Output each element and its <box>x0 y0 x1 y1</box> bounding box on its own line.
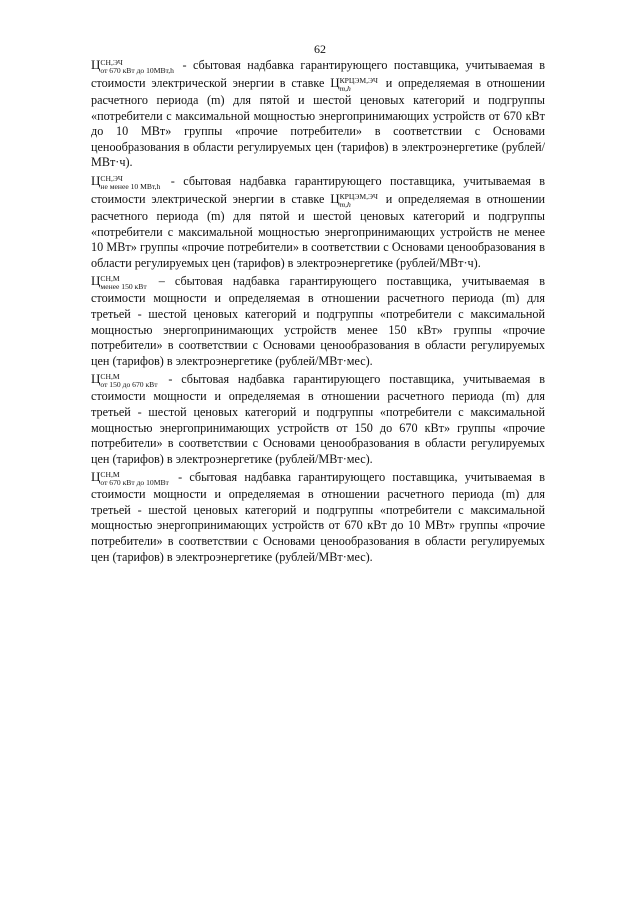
formula-subscript: от 670 кВт до 10МВт <box>100 478 169 488</box>
formula-superscript: СН,М <box>100 274 120 284</box>
paragraph-text: - сбытовая надбавка гарантирующего поставщика, учитываемая в стоимости электрической энергии в ставке <box>91 173 545 206</box>
formula-subscript: m,h <box>339 84 351 93</box>
formula-superscript: СН,М <box>100 372 120 382</box>
paragraph-text: - сбытовая надбавка гарантирующего поставщика, учитываемая в стоимости электрической энергии в ставке <box>91 58 545 90</box>
page-number: 62 <box>314 42 326 56</box>
paragraph-text: - сбытовая надбавка гарантирующего поставщика, учитываемая в стоимости мощности и определяемая в отношении расчетного периода (m) для третьей - шестой ценовых категорий и подгруппы «потребители с максимальной мощностью энергопринимающих устройств от 150 до 670 кВт» группы «прочие потребители» в соответствии с Основами ценообразования в области регулируемых цен (тарифов) в электроэнергетике (рублей/МВт·мес). <box>91 372 545 466</box>
formula-subscript: m,h <box>339 199 351 209</box>
formula-subscript: от 150 до 670 кВт <box>100 380 158 390</box>
paragraph-capacity-under-150kw <box>91 273 545 369</box>
paragraph-text-cont: и определяемая в отношении расчетного периода (m) для пятой и шестой ценовых категорий и подгруппы «потребители с максимальной мощностью энергопринимающих устройств не менее 10 МВт» группы «прочие потребители» в соответствии с Основами ценообразования в области регулируемых цен (тарифов) в электроэнергетике (рублей/МВт·ч). <box>91 191 545 270</box>
formula-superscript: СН,ЭЧ <box>100 173 123 183</box>
paragraph-text-cont: и определяемая в отношении расчетного периода (m) для пятой и шестой ценовых категорий и подгруппы «потребители с максимальной мощностью энергопринимающих устройств от 670 кВт до 10 МВт» группы «прочие потребители» в соответствии с Основами ценообразования в области регулируемых цен (тарифов) в электроэнергетике (рублей/МВт·ч). <box>91 76 545 170</box>
formula-superscript: КРЦЭМ,ЭЧ <box>339 76 378 85</box>
paragraph-capacity-670kw-10mw <box>91 469 545 565</box>
paragraph-text: - сбытовая надбавка гарантирующего поставщика, учитываемая в стоимости мощности и определяемая в отношении расчетного периода (m) для третьей - шестой ценовых категорий и подгруппы «потребители с максимальной мощностью энергопринимающих устройств от 670 кВт до 10 МВт» группы «прочие потребители» в соответствии с Основами ценообразования в области регулируемых цен (тарифов) в электроэнергетике (рублей/МВт·мес). <box>91 470 545 564</box>
formula-superscript: КРЦЭМ,ЭЧ <box>339 191 378 201</box>
paragraph-energy-10mw-plus <box>91 173 545 271</box>
paragraph-text: – сбытовая надбавка гарантирующего поставщика, учитываемая в стоимости мощности и определяемая в отношении расчетного периода (m) для третьей - шестой ценовых категорий и подгруппы «потребители с максимальной мощностью энергопринимающих устройств менее 150 кВт» группы «прочие потребители» в соответствии с Основами ценообразования в области регулируемых цен (тарифов) в электроэнергетике (рублей/МВт·мес). <box>91 274 545 368</box>
formula-symbol: Ц СН,ЭЧ не менее 10 МВт,h <box>91 172 161 191</box>
formula-symbol: Ц СН,М от 670 кВт до 10МВт <box>91 469 169 488</box>
formula-superscript: СН,М <box>100 470 120 480</box>
formula-superscript: СН,ЭЧ <box>100 58 123 67</box>
formula-symbol: Ц СН,М менее 150 кВт <box>91 273 147 292</box>
formula-subscript: менее 150 кВт <box>100 282 147 292</box>
formula-symbol: Ц СН,ЭЧ от 670 кВт до 10МВт,h <box>91 57 174 75</box>
paragraph-capacity-150-670kw <box>91 371 545 467</box>
formula-symbol: Ц СН,М от 150 до 670 кВт <box>91 371 158 390</box>
formula-subscript: от 670 кВт до 10МВт,h <box>100 66 174 75</box>
paragraph-energy-670kw-10mw <box>91 57 545 171</box>
formula-inline-symbol: Ц КРЦЭМ,ЭЧ m,h <box>330 75 378 93</box>
formula-subscript: не менее 10 МВт,h <box>100 181 161 191</box>
document-body <box>91 57 545 565</box>
formula-inline-symbol: Ц КРЦЭМ,ЭЧ m,h <box>330 190 378 209</box>
